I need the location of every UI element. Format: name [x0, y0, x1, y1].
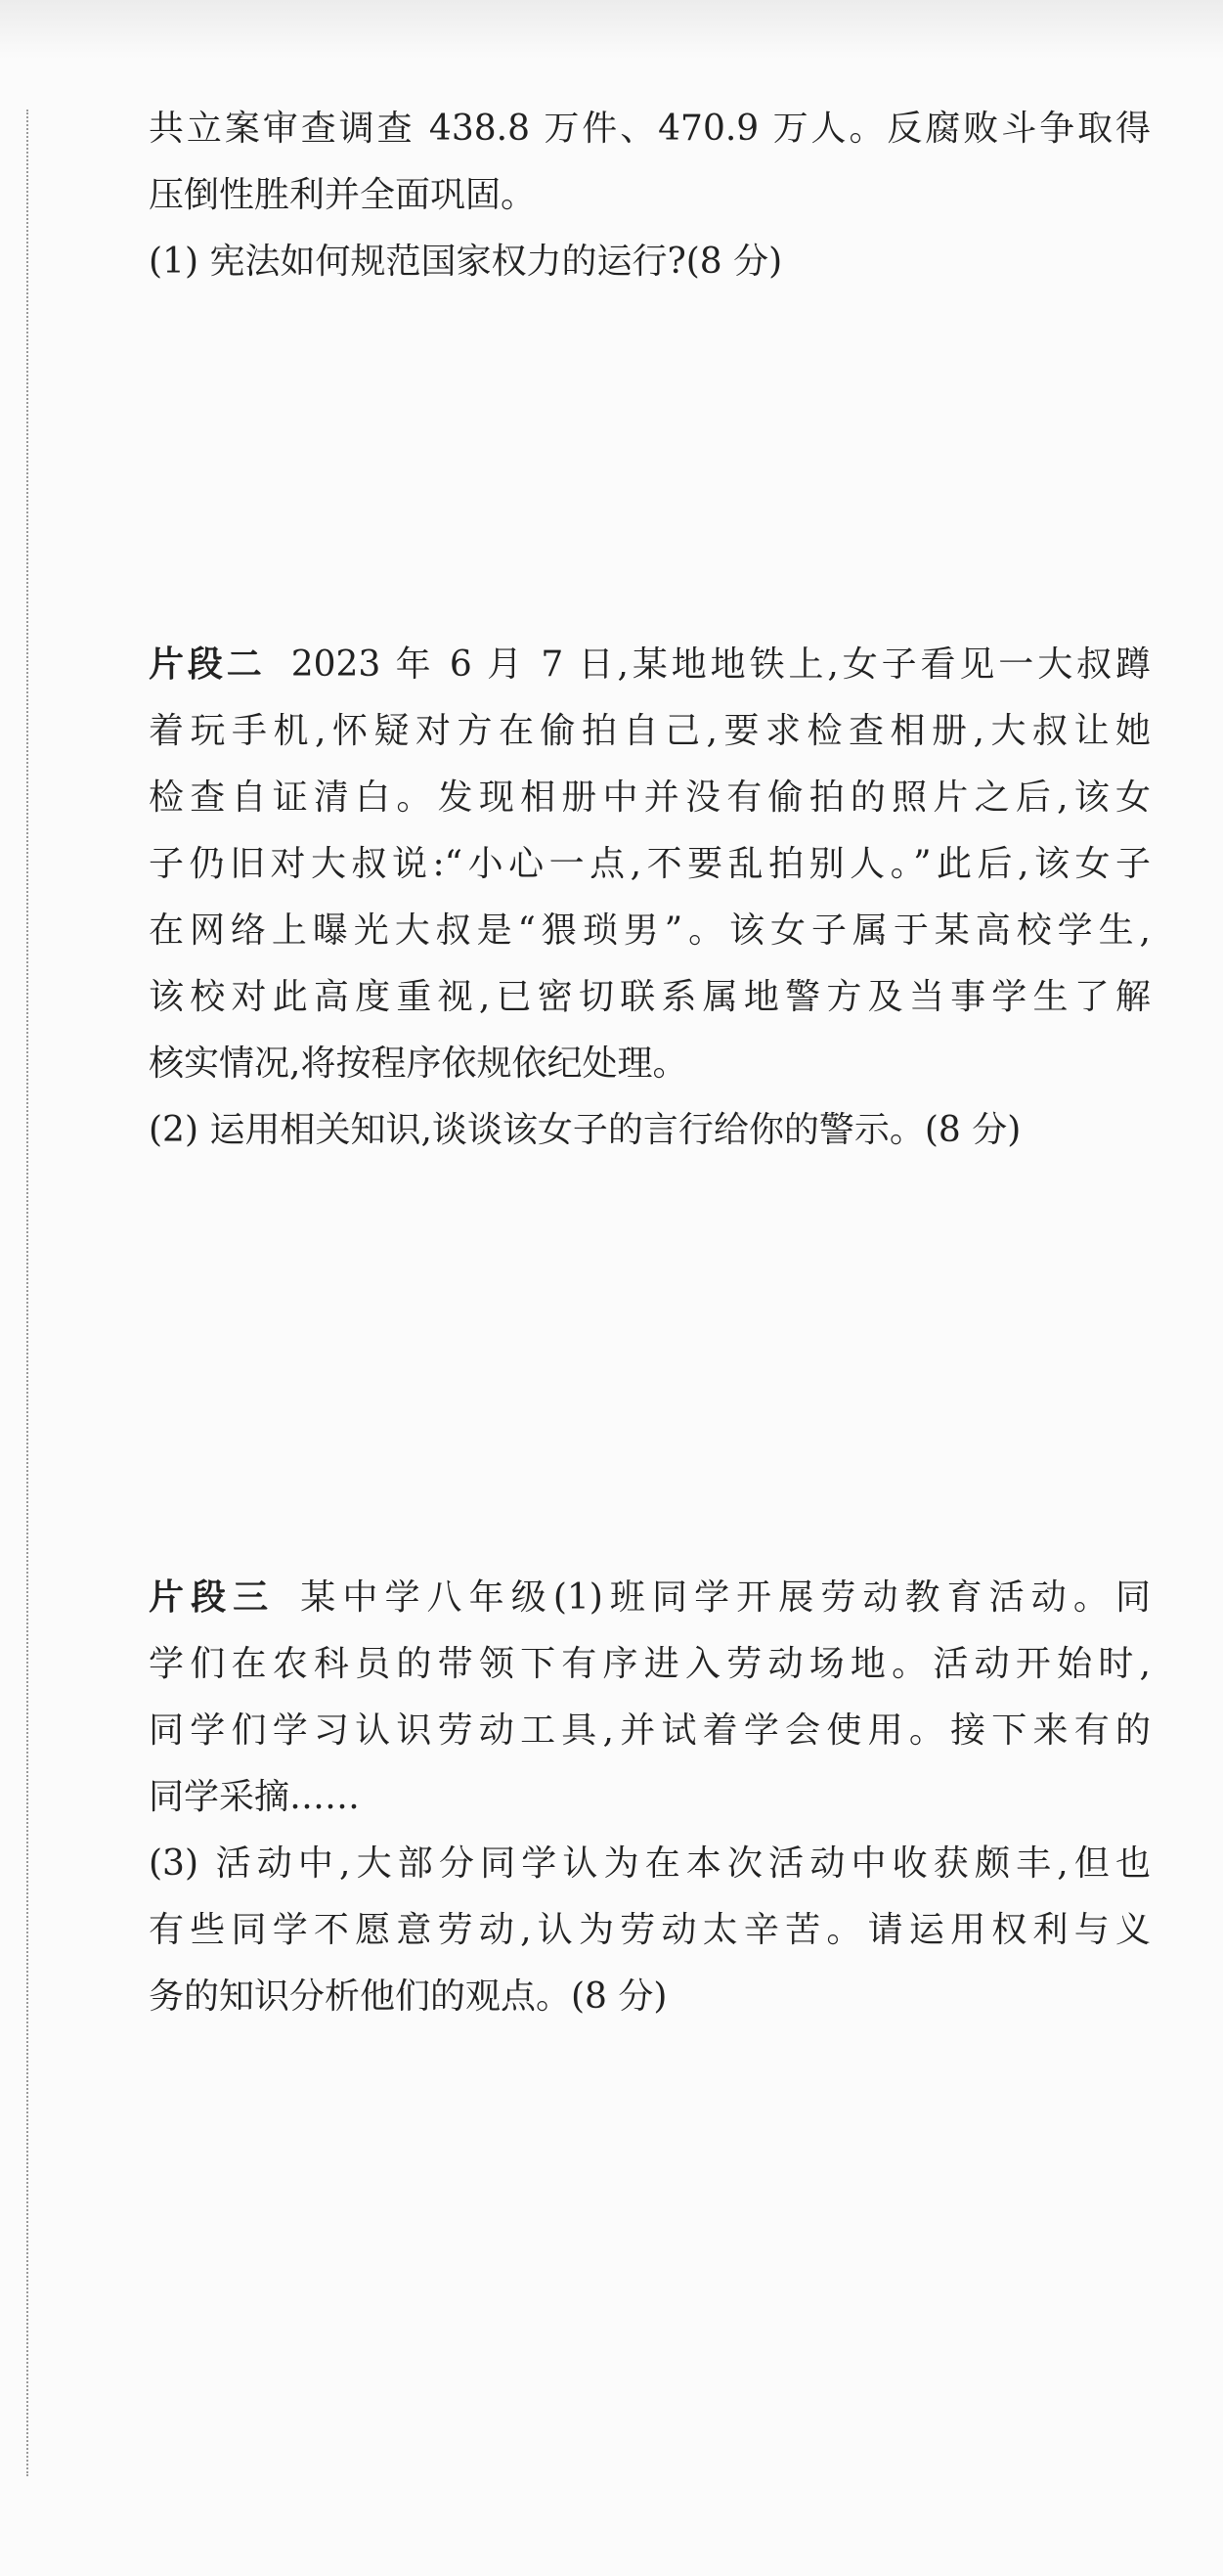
paragraph-line-first — [149, 1565, 1151, 1631]
question-1: (1) 宪法如何规范国家权力的运行?(8 分) — [149, 242, 783, 282]
binding-dotted-line — [26, 110, 28, 2476]
paragraph-line: 检查自证清白。发现相册中并没有偷拍的照片之后,该女 — [149, 777, 1151, 818]
segment-1-text — [149, 96, 1151, 295]
segment-3-title: 片段三 — [149, 1577, 276, 1618]
paragraph-line: 学们在农科员的带领下有序进入劳动场地。活动开始时, — [149, 1644, 1151, 1684]
paragraph-text: 某中学八年级(1)班同学开展劳动教育活动。同 — [300, 1577, 1151, 1618]
paragraph-text: 2023 年 6 月 7 日,某地地铁上,女子看见一大叔蹲 — [290, 644, 1151, 685]
paragraph-line: 着玩手机,怀疑对方在偷拍自己,要求检查相册,大叔让她 — [149, 711, 1151, 751]
segment-3 — [149, 1565, 1151, 2030]
question-2: (2) 运用相关知识,谈谈该女子的言行给你的警示。(8 分) — [149, 1110, 1022, 1150]
segment-2-title: 片段二 — [149, 644, 266, 685]
question-3-line: 务的知识分析他们的观点。(8 分) — [149, 1976, 668, 2017]
paragraph-line: 该校对此高度重视,已密切联系属地警方及当事学生了解 — [149, 977, 1151, 1017]
paragraph-line: 压倒性胜利并全面巩固。 — [149, 175, 537, 215]
paragraph-line: 共立案审查调查 438.8 万件、470.9 万人。反腐败斗争取得 — [149, 109, 1151, 149]
paragraph-line: 同学采摘…… — [149, 1777, 361, 1817]
paragraph-line: 同学们学习认识劳动工具,并试着学会使用。接下来有的 — [149, 1710, 1151, 1751]
paragraph-line: 在网络上曝光大叔是“猥琐男”。该女子属于某高校学生, — [149, 910, 1151, 951]
question-3-line: (3) 活动中,大部分同学认为在本次活动中收获颇丰,但也 — [149, 1843, 1151, 1884]
paragraph-line-first — [149, 632, 1151, 698]
scan-top-shadow — [0, 0, 1223, 59]
question-3-line: 有些同学不愿意劳动,认为劳动太辛苦。请运用权利与义 — [149, 1910, 1151, 1950]
paragraph-line: 核实情况,将按程序依规依纪处理。 — [149, 1044, 688, 1084]
paragraph-line: 子仍旧对大叔说:“小心一点,不要乱拍别人。”此后,该女子 — [149, 844, 1151, 884]
segment-2 — [149, 632, 1151, 1164]
